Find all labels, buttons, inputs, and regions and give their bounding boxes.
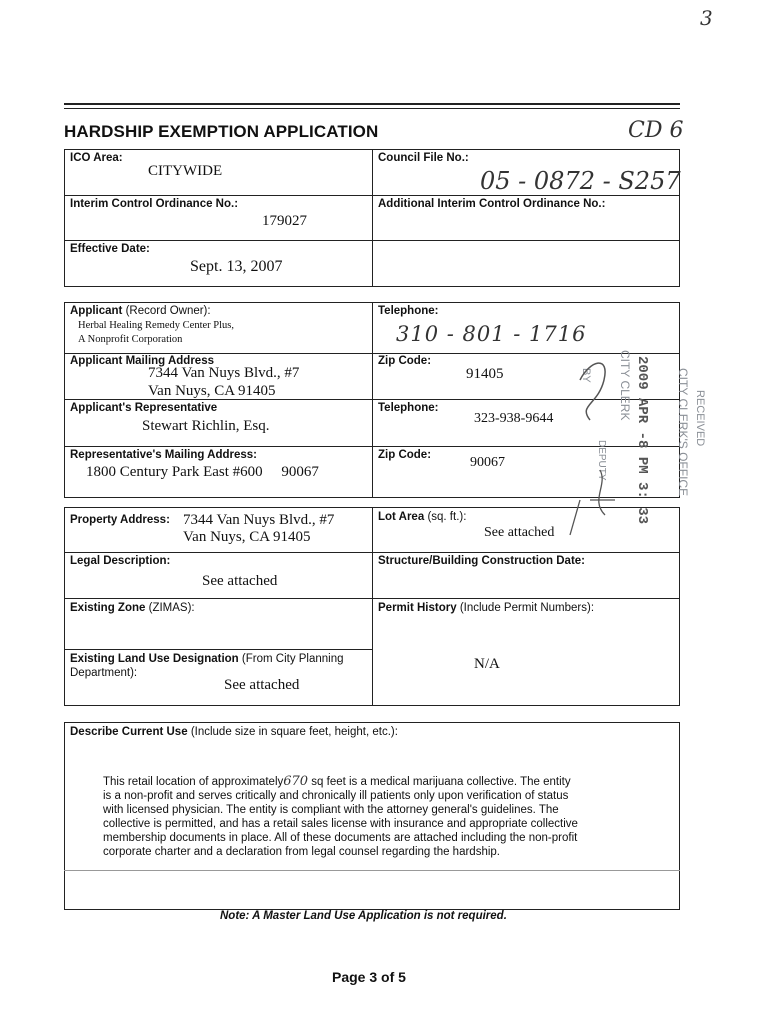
rep-mailing-label: Representative's Mailing Address:: [70, 449, 258, 461]
current-use-label-rest: (Include size in square feet, height, etc.):: [190, 726, 398, 738]
applicant-name-line2: A Nonprofit Corporation: [78, 334, 183, 345]
land-use-label: [70, 652, 370, 680]
applicant-label-bold: Applicant: [70, 305, 123, 317]
land-use-label-line2: Department):: [70, 667, 138, 679]
section-ordinance-row2: [64, 240, 680, 241]
rep-zip-value: 90067: [470, 455, 505, 470]
page-number: Page 3 of 5: [332, 969, 406, 985]
stamp-date-text: 2009 APR -8 PM 3: 33: [634, 356, 650, 525]
council-file-label: Council File No.:: [378, 152, 469, 164]
rep-telephone-value: 323-938-9644: [474, 411, 554, 426]
section-property-divider: [372, 507, 373, 706]
property-address-label: Property Address:: [70, 514, 170, 526]
page-corner-mark: 3: [700, 6, 713, 30]
legal-description-value: See attached: [202, 573, 278, 589]
structure-date-label: Structure/Building Construction Date:: [378, 555, 585, 567]
effective-date-value: Sept. 13, 2007: [190, 258, 283, 275]
section-ordinance-row1: [64, 195, 680, 196]
handwritten-square-feet: 670: [283, 774, 309, 789]
permit-history-label-rest: (Include Permit Numbers):: [459, 602, 595, 614]
paragraph-line-5: membership documents in place. All of these documents are attached including the non-profit: [103, 832, 578, 844]
section-property-row3: [64, 649, 372, 650]
mailing-address-line2: Van Nuys, CA 91405: [148, 383, 276, 399]
property-address-line2: Van Nuys, CA 91405: [183, 529, 311, 545]
section-applicant-divider: [372, 302, 373, 498]
applicant-label: [70, 305, 211, 317]
council-file-value: 05 - 0872 - S257: [480, 167, 681, 195]
additional-ico-label: Additional Interim Control Ordinance No.:: [378, 198, 606, 210]
paragraph-line-1-end: sq feet is a medical marijuana collective. The entity: [311, 776, 571, 788]
section-property-row2: [64, 598, 680, 599]
mailing-address-label: Applicant Mailing Address: [70, 355, 214, 367]
existing-zone-label-bold: Existing Zone: [70, 602, 146, 614]
handwritten-council-district: CD 6: [628, 118, 684, 143]
legal-description-label: Legal Description:: [70, 555, 171, 567]
rep-mailing-value: 1800 Century Park East #600 90067: [86, 464, 319, 480]
zip-code-label: Zip Code:: [378, 355, 432, 367]
land-use-label-bold: Existing Land Use Designation: [70, 653, 239, 665]
permit-history-value: N/A: [474, 656, 500, 672]
applicant-name-line1: Herbal Healing Remedy Center Plus,: [78, 320, 235, 331]
rep-telephone-label: Telephone:: [378, 402, 439, 414]
current-use-paragraph: [103, 775, 578, 859]
telephone-value: 310 - 801 - 1716: [396, 322, 587, 346]
lot-area-label-bold: Lot Area: [378, 511, 425, 523]
paragraph-line-1: [103, 775, 578, 789]
paragraph-line-4: collective is permitted, and has a retail sales license with insurance and appropriate collective: [103, 818, 578, 830]
telephone-label: Telephone:: [378, 305, 439, 317]
stamp-received-text: RECEIVED: [694, 390, 706, 447]
section-ordinance-divider: [372, 149, 373, 287]
lot-area-value: See attached: [484, 525, 555, 540]
land-use-label-rest: (From City Planning: [241, 653, 344, 665]
lot-area-label-rest: (sq. ft.):: [427, 511, 467, 523]
mailing-address-line1: 7344 Van Nuys Blvd., #7: [148, 365, 300, 381]
lot-area-label: [378, 511, 466, 523]
paragraph-line-3: with licensed physician. The entity is compliant with the attorney general's guidelines. The: [103, 804, 559, 816]
existing-zone-label-rest: (ZIMAS):: [148, 602, 195, 614]
rep-zip-label: Zip Code:: [378, 449, 432, 461]
current-use-label-bold: Describe Current Use: [70, 726, 188, 738]
stamp-by-text: BY: [580, 368, 592, 383]
title-rule-top: [64, 103, 680, 105]
paragraph-line-6: corporate charter and a declaration from legal counsel regarding the hardship.: [103, 846, 500, 858]
representative-value: Stewart Richlin, Esq.: [142, 418, 270, 434]
section-property-row1: [64, 552, 680, 553]
ico-area-label: ICO Area:: [70, 152, 123, 164]
title-rule-bottom: [64, 108, 680, 109]
existing-zone-label: [70, 602, 195, 614]
applicant-label-rest: (Record Owner):: [125, 305, 211, 317]
permit-history-label-bold: Permit History: [378, 602, 457, 614]
representative-label: Applicant's Representative: [70, 402, 218, 414]
current-use-inner-rule: [64, 870, 680, 871]
stamp-deputy-text: DEPUTY: [596, 440, 607, 481]
land-use-value: See attached: [224, 677, 300, 693]
master-land-use-note: Note: A Master Land Use Application is not required.: [220, 910, 507, 922]
current-use-label: [70, 726, 398, 738]
zip-code-value: 91405: [466, 366, 504, 382]
stamp-clerk-text: CITY CLERK: [618, 350, 632, 421]
effective-date-label: Effective Date:: [70, 243, 150, 255]
property-address-line1: 7344 Van Nuys Blvd., #7: [183, 512, 335, 528]
paragraph-line-2: is a non-profit and serves critically and chronically ill patients only upon verification of status: [103, 790, 569, 802]
permit-history-label: [378, 602, 594, 614]
ico-number-label: Interim Control Ordinance No.:: [70, 198, 239, 210]
page-title: HARDSHIP EXEMPTION APPLICATION: [64, 122, 379, 141]
ico-number-value: 179027: [262, 213, 307, 229]
ico-area-value: CITYWIDE: [148, 163, 223, 179]
stamp-office-text: CITY CLERK'S OFFICE: [676, 368, 690, 497]
paragraph-line-1-start: This retail location of approximately: [103, 776, 284, 788]
handwritten-initials-mark: [560, 350, 630, 540]
